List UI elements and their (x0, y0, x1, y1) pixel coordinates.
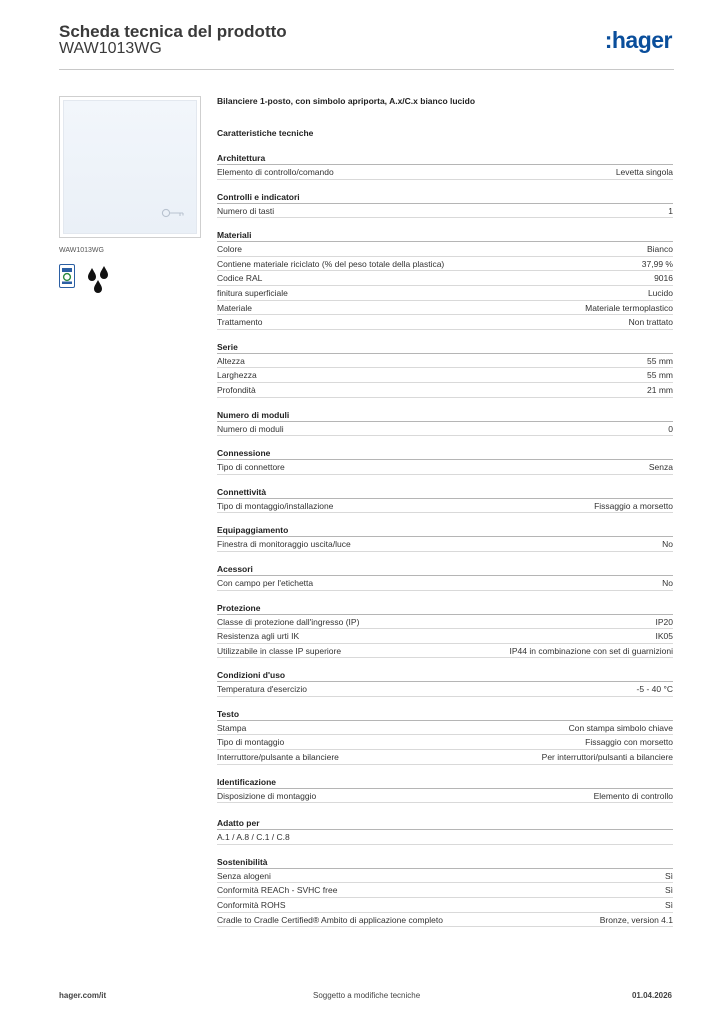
spec-label: Cradle to Cradle Certified® Ambito di applicazione completo (217, 914, 443, 925)
spec-section (217, 153, 673, 180)
product-image-frame (59, 96, 201, 238)
spec-row (217, 286, 673, 301)
spec-value: 21 mm (647, 384, 673, 395)
section-title (217, 857, 673, 869)
spec-value: No (662, 577, 673, 588)
spec-label: Numero di tasti (217, 205, 275, 216)
spec-row (217, 721, 673, 736)
spec-row (217, 204, 673, 219)
spec-label: Resistenza agli urti IK (217, 631, 300, 642)
spec-row (217, 682, 673, 697)
spec-row (217, 735, 673, 750)
product-image (63, 100, 197, 234)
spec-row (217, 499, 673, 514)
spec-row (217, 460, 673, 475)
spec-section (217, 192, 673, 219)
spec-value: IP20 (655, 616, 673, 627)
spec-section (217, 603, 673, 659)
spec-section (217, 342, 673, 398)
section-title (217, 818, 673, 830)
spec-label: Elemento di controllo/comando (217, 167, 334, 177)
spec-label: Tipo di connettore (217, 462, 285, 473)
spec-section (217, 564, 673, 591)
spec-value: IP44 in combinazione con set di guarnizioni (509, 645, 673, 656)
water-drops-icon (85, 264, 111, 294)
characteristics-heading: Caratteristiche tecniche (217, 128, 314, 138)
spec-value: Per interruttori/pulsanti a bilanciere (541, 752, 673, 763)
spec-section (217, 448, 673, 475)
spec-row (217, 354, 673, 369)
section-title (217, 192, 673, 204)
hager-logo: :hager (604, 27, 672, 53)
recycling-certification-icon (59, 264, 75, 288)
spec-row (217, 242, 673, 257)
spec-label: Senza alogeni (217, 870, 271, 881)
spec-row (217, 789, 673, 804)
spec-row (217, 301, 673, 316)
section-title (217, 709, 673, 721)
spec-value: Sì (664, 900, 673, 911)
document-title: Scheda tecnica del prodotto (59, 22, 287, 41)
spec-value: Con stampa simbolo chiave (568, 722, 673, 733)
spec-label: Tipo di montaggio/installazione (217, 500, 334, 511)
spec-label: Stampa (217, 722, 247, 733)
section-title-text: Sostenibilità (217, 856, 268, 867)
spec-row (217, 913, 673, 928)
spec-section (217, 857, 673, 927)
spec-section (217, 230, 673, 330)
section-title (217, 487, 673, 499)
spec-row (217, 271, 673, 286)
spec-row (217, 869, 673, 884)
spec-row (217, 576, 673, 591)
spec-label: Classe di protezione dall'ingresso (IP) (217, 616, 360, 627)
spec-label: Altezza (217, 355, 245, 366)
spec-row (217, 257, 673, 272)
section-title-text: Materiali (217, 230, 252, 241)
spec-value: Non trattato (628, 317, 673, 328)
section-title-text: Serie (217, 341, 238, 352)
section-title (217, 410, 673, 422)
spec-label: Contiene materiale riciclato (% del peso totale della plastica) (217, 258, 445, 269)
spec-label: Colore (217, 244, 243, 255)
spec-row (217, 750, 673, 765)
spec-row (217, 830, 673, 845)
spec-value: 1 (668, 205, 673, 216)
spec-value: -5 - 40 °C (636, 684, 673, 695)
spec-row (217, 368, 673, 383)
spec-value: Sì (664, 870, 673, 881)
footer-website: hager.com/it (59, 991, 107, 1000)
spec-value: 0 (668, 423, 673, 434)
section-title-text: Protezione (217, 602, 261, 613)
section-title-text: Condizioni d'uso (217, 670, 286, 681)
certification-icons (59, 264, 201, 294)
product-description: Bilanciere 1-posto, con simbolo apriporta, A.x/C.x bianco lucido (217, 96, 476, 106)
spec-row (217, 644, 673, 659)
section-title (217, 448, 673, 460)
spec-label: Larghezza (217, 370, 257, 381)
spec-value: Lucido (647, 287, 673, 298)
technical-data-column (217, 96, 673, 939)
section-title-text: Numero di moduli (217, 409, 290, 420)
spec-label: A.1 / A.8 / C.1 / C.8 (217, 832, 290, 843)
spec-row (217, 883, 673, 898)
spec-label: Utilizzabile in classe IP superiore (217, 645, 342, 656)
spec-label: Conformità ROHS (217, 900, 286, 911)
footer-disclaimer: Soggetto a modifiche tecniche (313, 991, 421, 1000)
spec-label: Codice RAL (217, 273, 263, 284)
spec-value: Materiale termoplastico (585, 302, 673, 313)
product-code-title: WAW1013WG (59, 40, 162, 57)
footer-date: 01.04.2026 (631, 991, 672, 1000)
spec-section (217, 818, 673, 845)
product-image-column (59, 96, 201, 294)
spec-value: Fissaggio con morsetto (585, 737, 673, 748)
spec-label: Profondità (217, 384, 256, 395)
spec-value: 9016 (654, 273, 673, 284)
spec-row (217, 537, 673, 552)
section-title-text: Connettività (217, 486, 267, 497)
spec-value: Fissaggio a morsetto (594, 500, 673, 511)
spec-section (217, 487, 673, 514)
spec-label: Disposizione di montaggio (217, 790, 317, 801)
spec-section (217, 777, 673, 804)
spec-value: Bianco (647, 244, 673, 255)
spec-row (217, 615, 673, 630)
page-header (59, 20, 674, 70)
section-title-text: Identificazione (217, 776, 277, 787)
spec-value: 55 mm (647, 370, 673, 381)
spec-label: Trattamento (217, 317, 263, 328)
spec-row (217, 629, 673, 644)
spec-row (217, 422, 673, 437)
spec-label: finitura superficiale (217, 287, 288, 298)
spec-section (217, 525, 673, 552)
section-title (217, 603, 673, 615)
spec-label: Materiale (217, 302, 252, 313)
spec-label: Tipo di montaggio (217, 737, 285, 748)
spec-label: Numero di moduli (217, 423, 284, 434)
section-title (217, 230, 673, 242)
spec-value: Bronze, version 4.1 (599, 914, 673, 925)
section-title (217, 564, 673, 576)
spec-value: 37,99 % (641, 258, 673, 269)
spec-label: Conformità REACh - SVHC free (217, 885, 338, 896)
spec-row (217, 165, 673, 180)
key-symbol-icon (161, 207, 187, 219)
spec-row (217, 898, 673, 913)
spec-label: Con campo per l'etichetta (217, 577, 314, 588)
spec-row (217, 383, 673, 398)
spec-value: Sì (664, 885, 673, 896)
spec-section (217, 670, 673, 697)
spec-sections (217, 153, 673, 927)
section-title-text: Adatto per (217, 818, 260, 829)
section-title-text: Equipaggiamento (217, 525, 289, 536)
section-title (217, 342, 673, 354)
spec-value: Levetta singola (615, 167, 673, 177)
section-title-text: Controlli e indicatori (217, 191, 300, 202)
spec-value: No (662, 539, 673, 550)
spec-section (217, 410, 673, 437)
section-title (217, 777, 673, 789)
spec-value: 55 mm (647, 355, 673, 366)
section-title-text: Acessori (217, 563, 253, 574)
section-title (217, 153, 673, 165)
spec-label: Interruttore/pulsante a bilanciere (217, 752, 339, 763)
section-title (217, 525, 673, 537)
spec-value: IK05 (655, 631, 673, 642)
spec-section (217, 709, 673, 765)
section-title-text: Architettura (217, 153, 266, 163)
spec-label: Temperatura d'esercizio (217, 684, 307, 695)
image-caption: WAW1013WG (59, 247, 104, 254)
section-title-text: Connessione (217, 448, 271, 459)
section-title-text: Testo (217, 708, 240, 719)
spec-label: Finestra di monitoraggio uscita/luce (217, 539, 351, 550)
spec-row (217, 315, 673, 330)
spec-value: Senza (648, 462, 673, 473)
spec-value: Elemento di controllo (593, 790, 673, 801)
section-title (217, 670, 673, 682)
